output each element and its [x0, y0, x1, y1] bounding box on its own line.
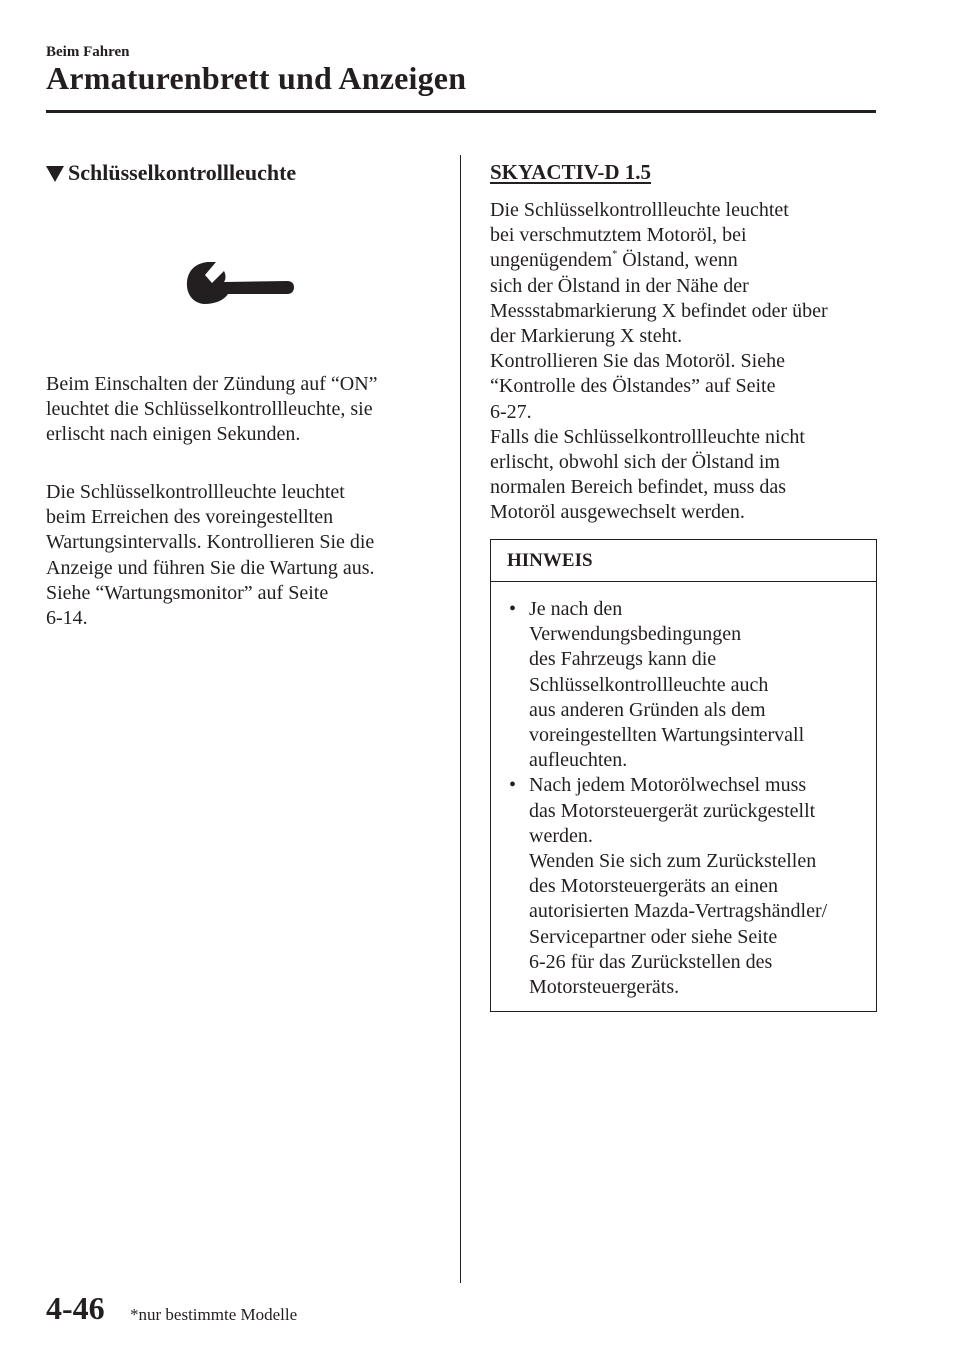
text-line: werden.	[529, 824, 593, 847]
text-line: autorisierten Mazda-Vertragshändler/	[529, 900, 828, 923]
text-line: Schlüsselkontrollleuchte auch	[529, 673, 769, 696]
text-line: Motoröl ausgewechselt werden.	[490, 501, 745, 524]
text-fragment: ungenügendem	[490, 249, 613, 272]
text-line: Je nach den	[529, 598, 623, 620]
paragraph-ignition	[46, 372, 446, 448]
text-line: voreingestellten Wartungsintervall	[529, 724, 805, 747]
left-column	[46, 160, 446, 630]
footnote: *nur bestimmte Modelle	[130, 1305, 298, 1324]
text-line: der Markierung X steht.	[490, 325, 683, 348]
note-list	[491, 582, 876, 1000]
title-rule	[46, 110, 876, 113]
column-divider	[460, 155, 461, 1283]
text-line: leuchtet die Schlüsselkontrollleuchte, sie	[46, 398, 373, 421]
triangle-down-icon	[46, 166, 64, 182]
section-heading	[46, 160, 446, 186]
text-line: 6-26 für das Zurückstellen des	[529, 950, 773, 973]
text-line: Wartungsintervalls. Kontrollieren Sie die	[46, 531, 375, 554]
text-line: Wenden Sie sich zum Zurückstellen	[529, 850, 817, 873]
text-line	[490, 248, 880, 273]
text-line: Motorsteuergeräts.	[529, 976, 680, 999]
text-line: sich der Ölstand in der Nähe der	[490, 274, 749, 297]
text-line: aufleuchten.	[529, 749, 628, 772]
text-line: Anzeige und führen Sie die Wartung aus.	[46, 556, 375, 579]
text-line: Nach jedem Motorölwechsel muss	[529, 774, 807, 797]
text-line: Beim Einschalten der Zündung auf “ON”	[46, 373, 378, 395]
footnote-mark: *	[612, 249, 618, 261]
note-box	[490, 539, 877, 1012]
text-line: Messstabmarkierung X befindet oder über	[490, 299, 828, 322]
bullet-icon: •	[509, 598, 517, 620]
text-line: “Kontrolle des Ölstandes” auf Seite	[490, 375, 776, 398]
text-line: des Motorsteuergeräts an einen	[529, 875, 778, 898]
note-item	[509, 597, 876, 773]
paragraph-maintenance	[46, 480, 446, 631]
text-fragment: Ölstand, wenn	[617, 249, 738, 272]
page-number: 4-46	[46, 1290, 105, 1326]
text-line: beim Erreichen des voreingestellten	[46, 506, 334, 529]
text-line: Die Schlüsselkontrollleuchte leuchtet	[46, 481, 345, 503]
text-line: erlischt, obwohl sich der Ölstand im	[490, 451, 780, 474]
note-title: HINWEIS	[491, 540, 876, 582]
text-line: das Motorsteuergerät zurückgestellt	[529, 799, 816, 822]
text-line: aus anderen Gründen als dem	[529, 698, 766, 721]
right-column	[490, 160, 880, 526]
heading-text: Schlüsselkontrollleuchte	[68, 160, 297, 185]
text-line: Siehe “Wartungsmonitor” auf Seite	[46, 581, 329, 604]
text-line: 6-27.	[490, 400, 532, 423]
text-line: normalen Bereich befindet, muss das	[490, 476, 787, 499]
note-item	[509, 773, 876, 1000]
text-line: Verwendungsbedingungen	[529, 623, 742, 646]
wrench-icon	[186, 260, 294, 306]
text-line: erlischt nach einigen Sekunden.	[46, 423, 301, 446]
sub-heading: SKYACTIV-D 1.5	[490, 160, 652, 184]
text-line: bei verschmutztem Motoröl, bei	[490, 224, 747, 247]
text-line: Kontrollieren Sie das Motoröl. Siehe	[490, 350, 785, 373]
bullet-icon: •	[509, 774, 517, 797]
text-line: des Fahrzeugs kann die	[529, 648, 717, 671]
text-line: 6-14.	[46, 607, 88, 630]
text-line: Die Schlüsselkontrollleuchte leuchtet	[490, 199, 789, 221]
text-line: Falls die Schlüsselkontrollleuchte nicht	[490, 425, 805, 448]
page-title: Armaturenbrett und Anzeigen	[46, 60, 467, 96]
paragraph-oil	[490, 198, 880, 526]
section-label: Beim Fahren	[46, 44, 130, 60]
text-line: Servicepartner oder siehe Seite	[529, 925, 778, 948]
